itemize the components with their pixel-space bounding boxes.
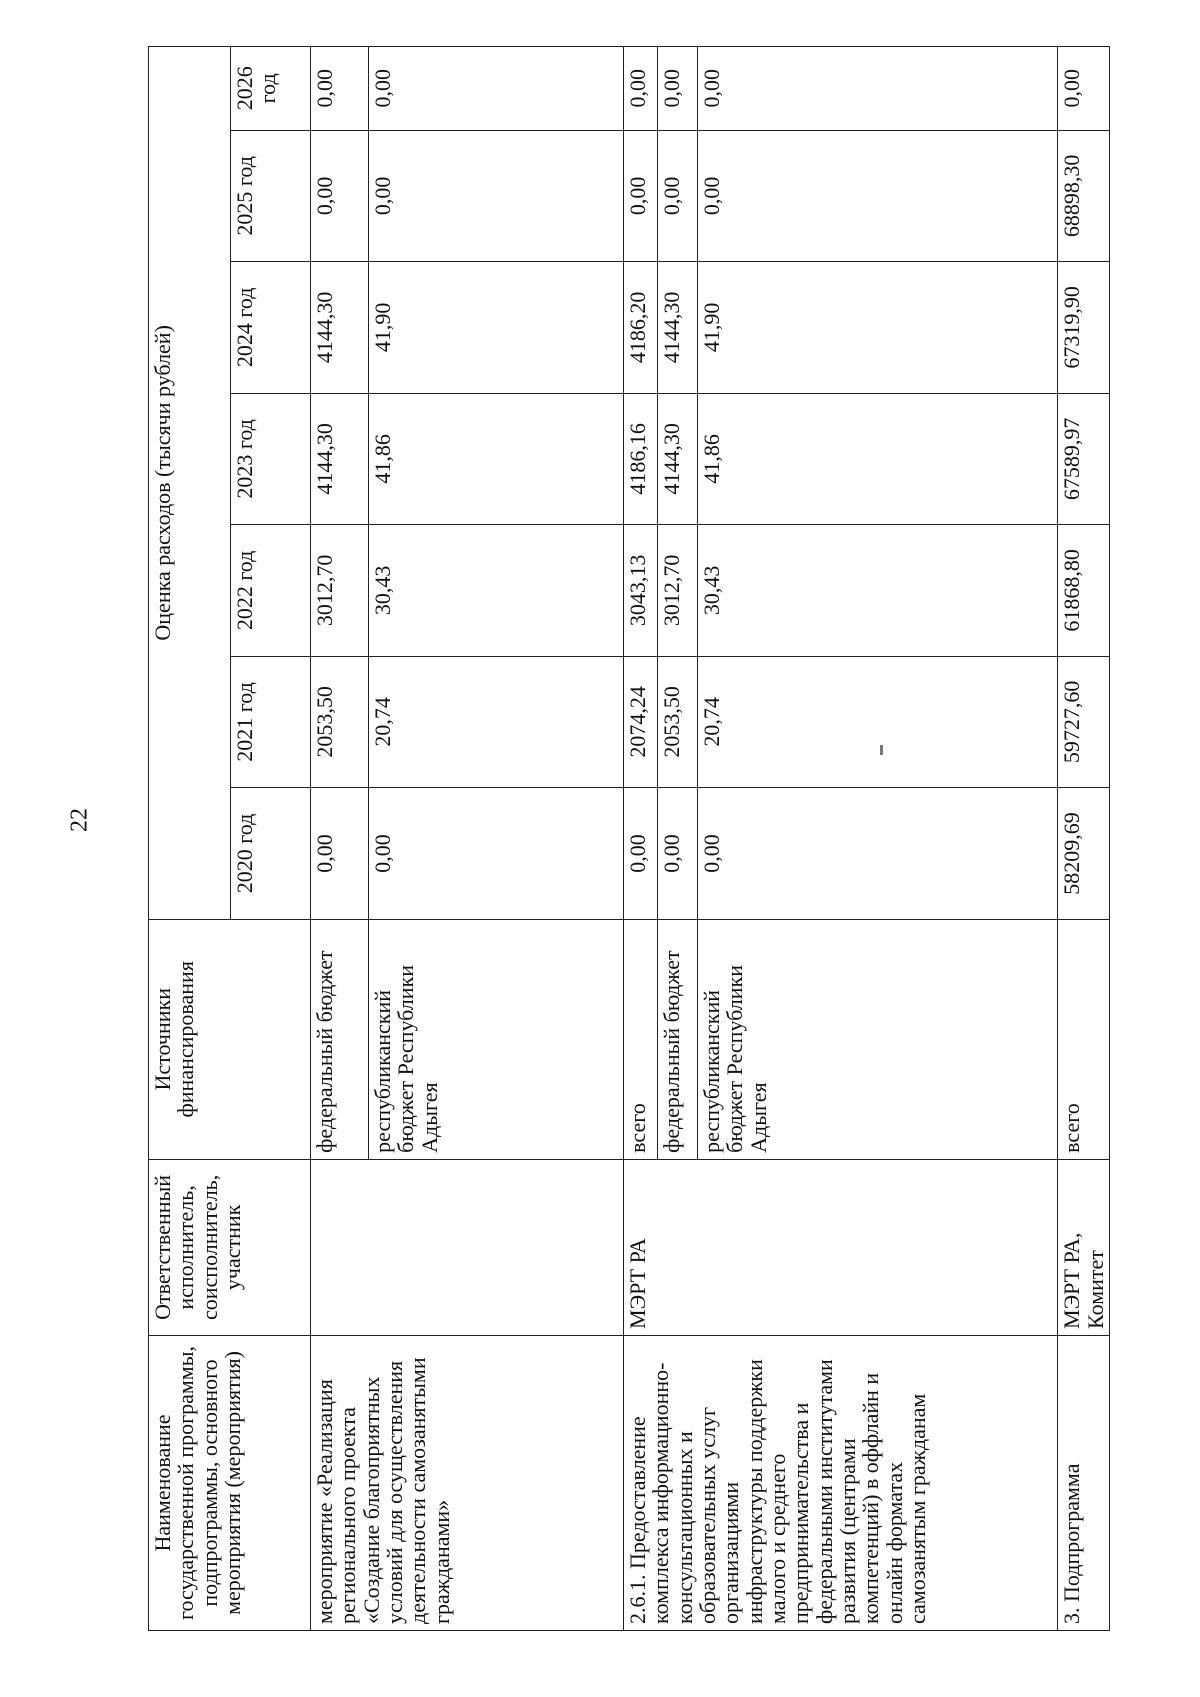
- row-executor-cell: [311, 1159, 624, 1335]
- source-cell: республиканский бюджет Республики Адыгея: [698, 919, 1058, 1159]
- value-cell: 67589,97: [1058, 393, 1110, 525]
- value-cell: 67319,90: [1058, 262, 1110, 394]
- value-cell: 0,00: [624, 47, 658, 131]
- value-cell: 2053,50: [658, 656, 698, 788]
- value-cell: 0,00: [658, 788, 698, 920]
- value-cell: 30,43: [698, 525, 1058, 657]
- row-name-cell: мероприятие «Реализация регионального проекта «Создание благоприятных условий для осуществления деятельности самозанятыми гражданами»: [311, 1335, 624, 1630]
- value-cell: 58209,69: [1058, 788, 1110, 920]
- row-name-cell: 2.6.1. Предоставление комплекса информационно-консультационных и образовательных услуг организациями инфраструктуры поддержки малого и среднего предпринимательства и федеральными институтами развития (центрами компетенций) в оффлайн и онлайн форматах самозанятым гражданам: [624, 1335, 1058, 1630]
- value-cell: 0,00: [624, 130, 658, 262]
- row-executor-cell: МЭРТ РА: [624, 1159, 1058, 1335]
- value-cell: 4144,30: [311, 262, 369, 394]
- value-cell: 68898,30: [1058, 130, 1110, 262]
- value-cell: 0,00: [624, 788, 658, 920]
- value-cell: 2053,50: [311, 656, 369, 788]
- col-header-year: 2025 год: [231, 130, 311, 262]
- source-cell: федеральный бюджет: [311, 919, 369, 1159]
- value-cell: 0,00: [311, 788, 369, 920]
- value-cell: 41,90: [698, 262, 1058, 394]
- value-cell: 0,00: [698, 47, 1058, 131]
- row-executor-cell: МЭРТ РА, Комитет: [1058, 1159, 1110, 1335]
- value-cell: 0,00: [369, 130, 624, 262]
- col-header-year: 2024 год: [231, 262, 311, 394]
- value-cell: 20,74: [698, 656, 1058, 788]
- col-header-year: 2023 год: [231, 393, 311, 525]
- header-row: [149, 47, 231, 1631]
- budget-table: [148, 46, 1110, 1631]
- col-header-executor: Ответственный исполнитель, соисполнитель, участник: [149, 1159, 311, 1335]
- value-cell: 0,00: [311, 130, 369, 262]
- value-cell: 41,86: [698, 393, 1058, 525]
- value-cell: 59727,60: [1058, 656, 1110, 788]
- value-cell: 3012,70: [658, 525, 698, 657]
- value-cell: 0,00: [1058, 47, 1110, 131]
- value-cell: 41,86: [369, 393, 624, 525]
- source-cell: всего: [1058, 919, 1110, 1159]
- value-cell: 3012,70: [311, 525, 369, 657]
- value-cell: 0,00: [369, 788, 624, 920]
- value-cell: 4144,30: [658, 262, 698, 394]
- value-cell: 0,00: [369, 47, 624, 131]
- source-cell: федеральный бюджет: [658, 919, 698, 1159]
- col-header-name: Наименование государственной программы, подпрограммы, основного мероприятия (мероприятия): [149, 1335, 311, 1630]
- table-row: [1058, 47, 1110, 1631]
- value-cell: 4144,30: [658, 393, 698, 525]
- col-header-source: Источники финансирования: [149, 919, 311, 1159]
- col-header-year: 2020 год: [231, 788, 311, 920]
- rotated-table-sheet: [148, 46, 1110, 1631]
- value-cell: 4144,30: [311, 393, 369, 525]
- col-header-costs: Оценка расходов (тысячи рублей): [149, 47, 231, 920]
- value-cell: 30,43: [369, 525, 624, 657]
- source-cell: всего: [624, 919, 658, 1159]
- value-cell: 0,00: [311, 47, 369, 131]
- value-cell: 0,00: [658, 47, 698, 131]
- col-header-year: 2021 год: [231, 656, 311, 788]
- value-cell: 41,90: [369, 262, 624, 394]
- col-header-year: 2026 год: [231, 47, 311, 131]
- value-cell: 20,74: [369, 656, 624, 788]
- value-cell: 2074,24: [624, 656, 658, 788]
- value-cell: 4186,16: [624, 393, 658, 525]
- value-cell: 0,00: [658, 130, 698, 262]
- value-cell: 4186,20: [624, 262, 658, 394]
- value-cell: 61868,80: [1058, 525, 1110, 657]
- row-name-cell: 3. Подпрограмма: [1058, 1335, 1110, 1630]
- table-row: [624, 47, 658, 1631]
- page-number: 22: [66, 808, 93, 832]
- value-cell: 0,00: [698, 130, 1058, 262]
- value-cell: 3043,13: [624, 525, 658, 657]
- source-cell: республиканский бюджет Республики Адыгея: [369, 919, 624, 1159]
- value-cell: 0,00: [698, 788, 1058, 920]
- table-row: [311, 47, 369, 1631]
- col-header-year: 2022 год: [231, 525, 311, 657]
